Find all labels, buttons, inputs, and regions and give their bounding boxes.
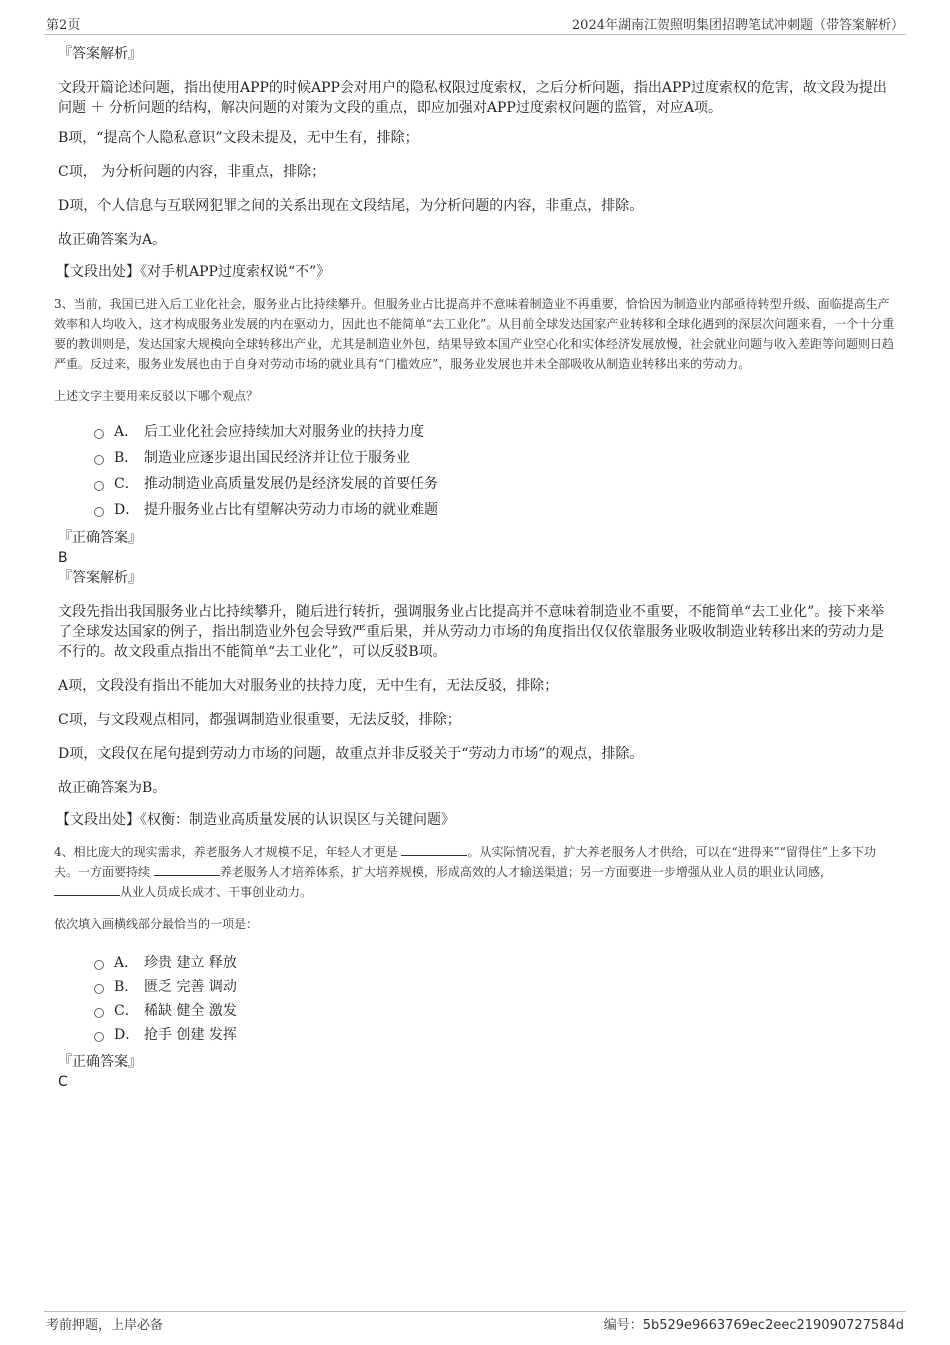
radio-icon[interactable] [94, 984, 104, 994]
q3-ask: 上述文字主要用来反驳以下哪个观点？ [54, 389, 259, 403]
option-text: 珍贵 建立 释放 [144, 955, 237, 971]
option-letter: C． [114, 1003, 139, 1019]
q3-options [94, 418, 896, 522]
radio-icon[interactable] [94, 481, 104, 491]
radio-icon[interactable] [94, 455, 104, 465]
q4-options [94, 950, 896, 1046]
fill-blank-3 [54, 883, 120, 896]
q4-option-d[interactable] [94, 1022, 896, 1046]
option-letter: B． [114, 450, 139, 466]
code-label: 编号： [603, 1318, 643, 1333]
radio-icon[interactable] [94, 1008, 104, 1018]
option-letter: D． [114, 502, 140, 518]
page-content [56, 44, 896, 1092]
fill-blank-1 [401, 843, 467, 856]
q4-text-part2: 。从实际情况看，扩大养老服务人才供给，可以在“进得来”“留得住”上多下功夫。一方面要持续 [54, 845, 877, 879]
q3-analysis-d: D项，文段仅在尾句提到劳动力市场的问题，故重点并非反驳关于“劳动力市场”的观点，排除。 [58, 746, 644, 762]
q2-source: 【文段出处】《对手机APP过度索权说“不”》 [56, 264, 331, 280]
q3-answer-label: 『正确答案』 [58, 530, 142, 546]
q3-conclusion: 故正确答案为B。 [58, 780, 167, 796]
q4-text-part3: 养老服务人才培养体系，扩大培养规模，形成高效的人才输送渠道；另一方面要进一步增强从业人员的职业认同感， [219, 865, 832, 879]
q4-ask: 依次填入画横线部分最恰当的一项是： [54, 917, 259, 931]
q3-analysis-a: A项，文段没有指出不能加大对服务业的扶持力度，无中生有，无法反驳，排除； [58, 678, 559, 694]
option-letter: B． [114, 979, 139, 995]
q4-answer-label: 『正确答案』 [58, 1054, 142, 1070]
radio-icon[interactable] [94, 960, 104, 970]
q4-answer: C [58, 1074, 68, 1090]
page-number: 第2页 [46, 18, 81, 33]
option-text: 提升服务业占比有望解决劳动力市场的就业难题 [144, 502, 438, 518]
footer-slogan: 考前押题，上岸必备 [46, 1318, 164, 1333]
q3-analysis-main: 文段先指出我国服务业占比持续攀升，随后进行转折，强调服务业占比提高并不意味着制造业不重要，不能简单“去工业化”。接下来举了全球发达国家的例子，指出制造业外包会导致严重后果，并从劳动力市场的角度指出仅仅依靠服务业吸收制造业转移出来的劳动力是不行的。故文段重点指出不能简单“去工业化”，可以反驳B项。 [58, 604, 885, 660]
option-text: 制造业应逐步退出国民经济并让位于服务业 [144, 450, 410, 466]
q2-analysis-main: 文段开篇论述问题，指出使用APP的时候APP会对用户的隐私权限过度索权，之后分析问题，指出APP过度索权的危害，故文段为提出问题 ＋ 分析问题的结构，解决问题的对策为文段的重点，即应加强对APP过度索权问题的监管，对应A项。 [58, 80, 887, 116]
q3-option-b[interactable] [94, 444, 896, 470]
fill-blank-2 [154, 863, 220, 876]
q3-analysis-label: 『答案解析』 [58, 570, 142, 586]
q4-option-c[interactable] [94, 998, 896, 1022]
option-letter: D． [114, 1027, 140, 1043]
q2-analysis-c: C项， 为分析问题的内容，非重点，排除； [58, 164, 326, 180]
option-text: 抢手 创建 发挥 [144, 1027, 237, 1043]
page-header [44, 12, 906, 35]
document-code [604, 1314, 904, 1333]
document-title: 2024年湖南江贺照明集团招聘笔试冲刺题（带答案解析） [571, 18, 904, 33]
option-letter: C． [114, 476, 139, 492]
q4-text [54, 842, 896, 902]
option-letter: A． [114, 424, 139, 440]
radio-icon[interactable] [94, 507, 104, 517]
q2-analysis-label: 『答案解析』 [58, 46, 142, 62]
q4-option-b[interactable] [94, 974, 896, 998]
q4-text-part1: 4、相比庞大的现实需求，养老服务人才规模不足，年轻人才更是 [54, 845, 398, 859]
q3-analysis-c: C项，与文段观点相同，都强调制造业很重要，无法反驳，排除； [58, 712, 461, 728]
q2-analysis-b: B项，“提高个人隐私意识”文段未提及，无中生有，排除； [58, 130, 419, 146]
option-text: 后工业化社会应持续加大对服务业的扶持力度 [144, 424, 424, 440]
page-footer [44, 1311, 906, 1336]
radio-icon[interactable] [94, 1032, 104, 1042]
option-text: 匮乏 完善 调动 [144, 979, 237, 995]
q3-option-a[interactable] [94, 418, 896, 444]
q2-analysis-d: D项，个人信息与互联网犯罪之间的关系出现在文段结尾，为分析问题的内容，非重点，排除。 [58, 198, 644, 214]
q3-source: 【文段出处】《权衡：制造业高质量发展的认识误区与关键问题》 [56, 812, 455, 828]
option-text: 推动制造业高质量发展仍是经济发展的首要任务 [144, 476, 438, 492]
code-value: 5b529e9663769ec2eec219090727584d [642, 1318, 904, 1333]
option-text: 稀缺 健全 激发 [144, 1003, 237, 1019]
q4-option-a[interactable] [94, 950, 896, 974]
q2-conclusion: 故正确答案为A。 [58, 232, 167, 248]
q3-option-d[interactable] [94, 496, 896, 522]
q3-answer: B [58, 550, 68, 566]
q3-option-c[interactable] [94, 470, 896, 496]
radio-icon[interactable] [94, 429, 104, 439]
option-letter: A． [114, 955, 139, 971]
q3-text: 3、当前，我国已进入后工业化社会，服务业占比持续攀升。但服务业占比提高并不意味着制造业不再重要，恰恰因为制造业内部亟待转型升级、面临提高生产效率和人均收入，这才构成服务业发展的内在驱动力，因此也不能简单“去工业化”。从目前全球发达国家产业转移和全球化遇到的深层次问题来看，一个十分重要的教训则是，发达国家大规模向全球转移出产业，尤其是制造业外包，结果导致本国产业空心化和实体经济发展放慢，社会就业问题与收入差距等问题则日趋严重。反过来，服务业发展也由于自身对劳动市场的就业具有“门槛效应”，服务业发展也并未全部吸收从制造业转移出来的劳动力。 [54, 297, 895, 371]
q4-text-part4: 从业人员成长成才、干事创业动力。 [120, 885, 313, 899]
